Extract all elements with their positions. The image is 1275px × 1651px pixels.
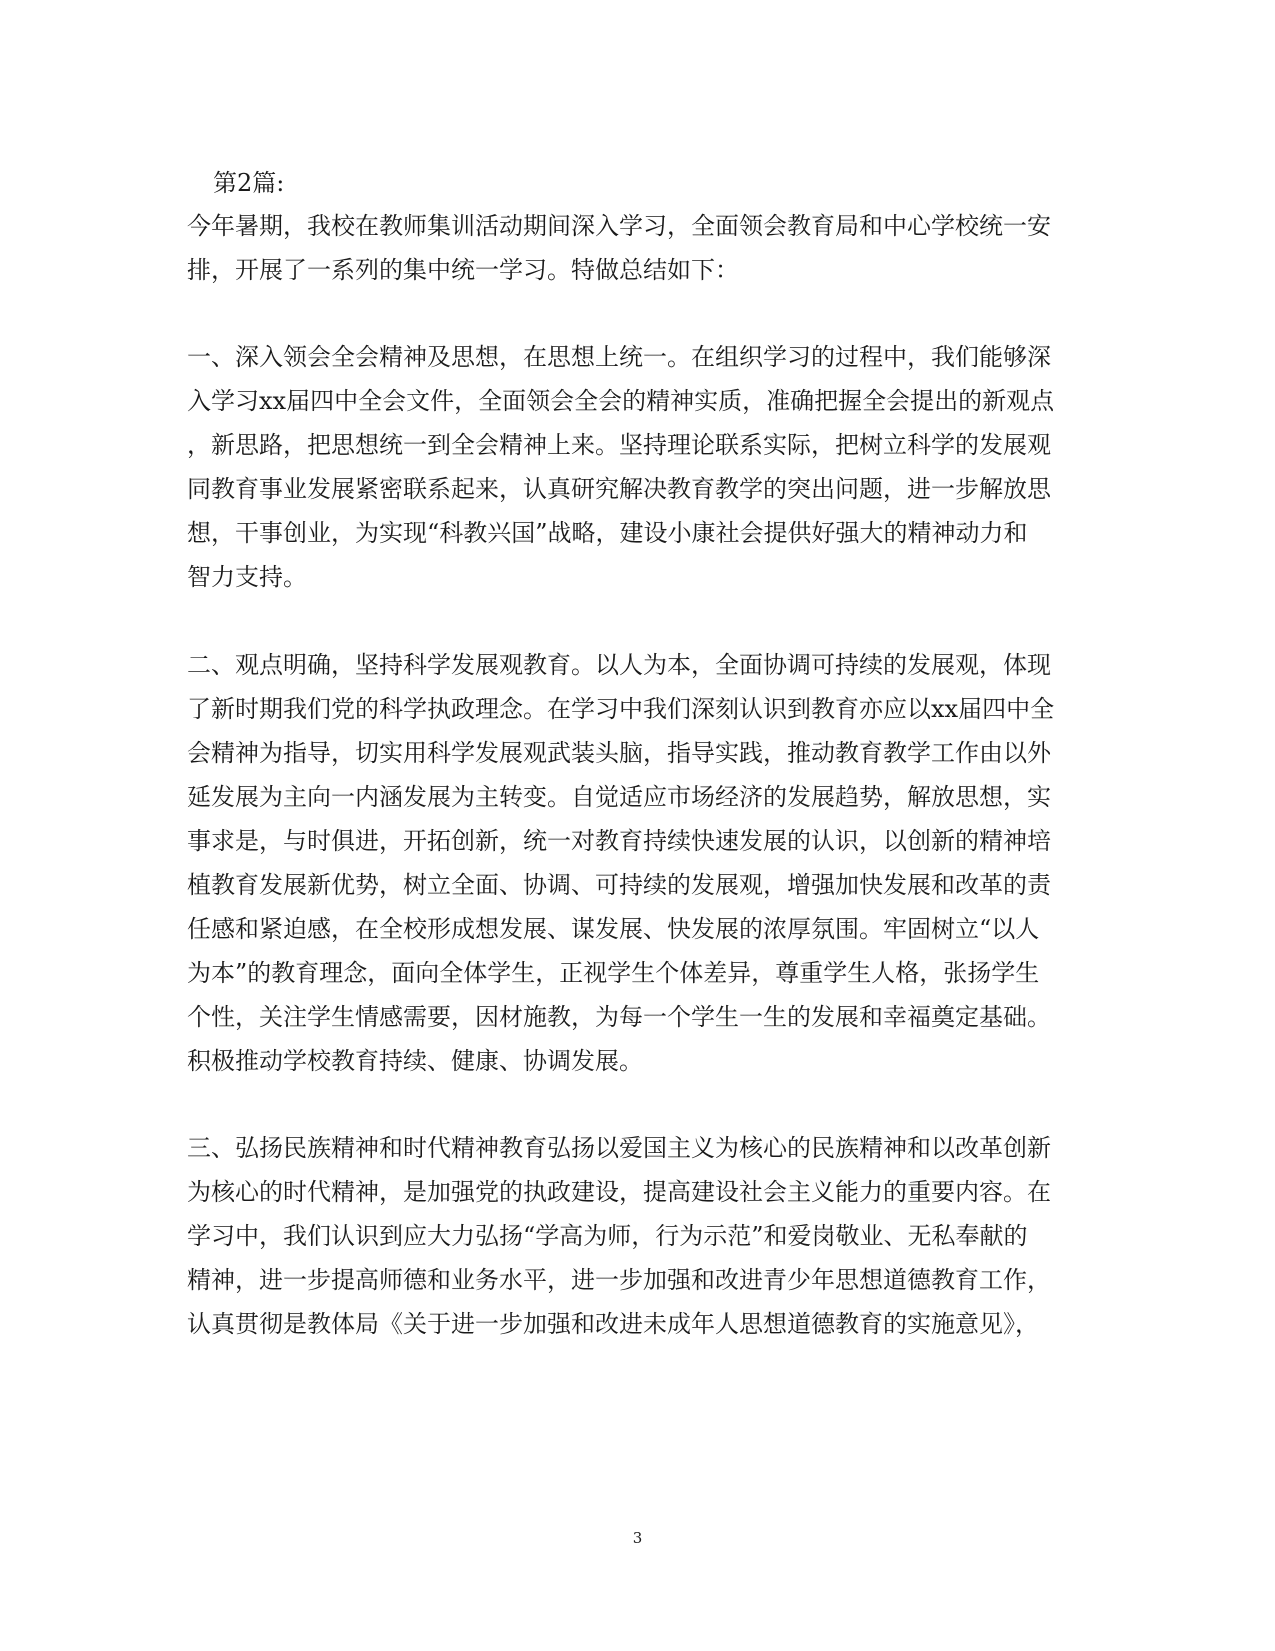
- page-number: 3: [632, 1529, 643, 1547]
- section1-line-3: ，新思路，把思想统一到全会精神上来。坚持理论联系实际，把树立科学的发展观: [187, 431, 1051, 459]
- section3-line-4: 精神，进一步提高师德和业务水平，进一步加强和改进青少年思想道德教育工作，: [187, 1266, 1051, 1294]
- section2-line-3: 会精神为指导，切实用科学发展观武装头脑，指导实践，推动教育教学工作由以外: [187, 739, 1051, 767]
- section2-line-5: 事求是，与时俱进，开拓创新，统一对教育持续快速发展的认识，以创新的精神培: [187, 827, 1051, 855]
- section2-line-9: 个性，关注学生情感需要，因材施教，为每一个学生一生的发展和幸福奠定基础。: [187, 1003, 1051, 1031]
- section3-line-3: 学习中，我们认识到应大力弘扬“学高为师，行为示范”和爱岗敬业、无私奉献的: [187, 1222, 1028, 1250]
- section1-line-5: 想，干事创业，为实现“科教兴国”战略，建设小康社会提供好强大的精神动力和: [187, 519, 1028, 547]
- section1-line-6: 智力支持。: [187, 563, 307, 591]
- intro-line-2: 排，开展了一系列的集中统一学习。特做总结如下：: [187, 256, 739, 284]
- section-heading: 第2篇:: [213, 169, 285, 197]
- section2-line-4: 延发展为主向一内涵发展为主转变。自觉适应市场经济的发展趋势，解放思想，实: [187, 783, 1051, 811]
- section2-line-2: 了新时期我们党的科学执政理念。在学习中我们深刻认识到教育亦应以xx届四中全: [187, 695, 1055, 723]
- section2-line-7: 任感和紧迫感，在全校形成想发展、谋发展、快发展的浓厚氛围。牢固树立“以人: [187, 915, 1040, 943]
- section1-line-4: 同教育事业发展紧密联系起来，认真研究解决教育教学的突出问题，进一步解放思: [187, 475, 1051, 503]
- section3-line-1: 三、弘扬民族精神和时代精神教育弘扬以爱国主义为核心的民族精神和以改革创新: [187, 1134, 1051, 1162]
- section3-line-2: 为核心的时代精神，是加强党的执政建设，提高建设社会主义能力的重要内容。在: [187, 1178, 1051, 1206]
- section2-line-10: 积极推动学校教育持续、健康、协调发展。: [187, 1047, 643, 1075]
- section3-line-5: 认真贯彻是教体局《关于进一步加强和改进未成年人思想道德教育的实施意见》，: [187, 1310, 1039, 1338]
- section2-line-6: 植教育发展新优势，树立全面、协调、可持续的发展观，增强加快发展和改革的责: [187, 871, 1051, 899]
- section2-line-1: 二、观点明确，坚持科学发展观教育。以人为本，全面协调可持续的发展观，体现: [187, 651, 1051, 679]
- intro-line-1: 今年暑期，我校在教师集训活动期间深入学习，全面领会教育局和中心学校统一安: [187, 212, 1051, 240]
- section1-line-2: 入学习xx届四中全会文件，全面领会全会的精神实质，准确把握全会提出的新观点: [187, 387, 1055, 415]
- section1-line-1: 一、深入领会全会精神及思想，在思想上统一。在组织学习的过程中，我们能够深: [187, 343, 1051, 371]
- section2-line-8: 为本”的教育理念，面向全体学生，正视学生个体差异，尊重学生人格，张扬学生: [187, 959, 1040, 987]
